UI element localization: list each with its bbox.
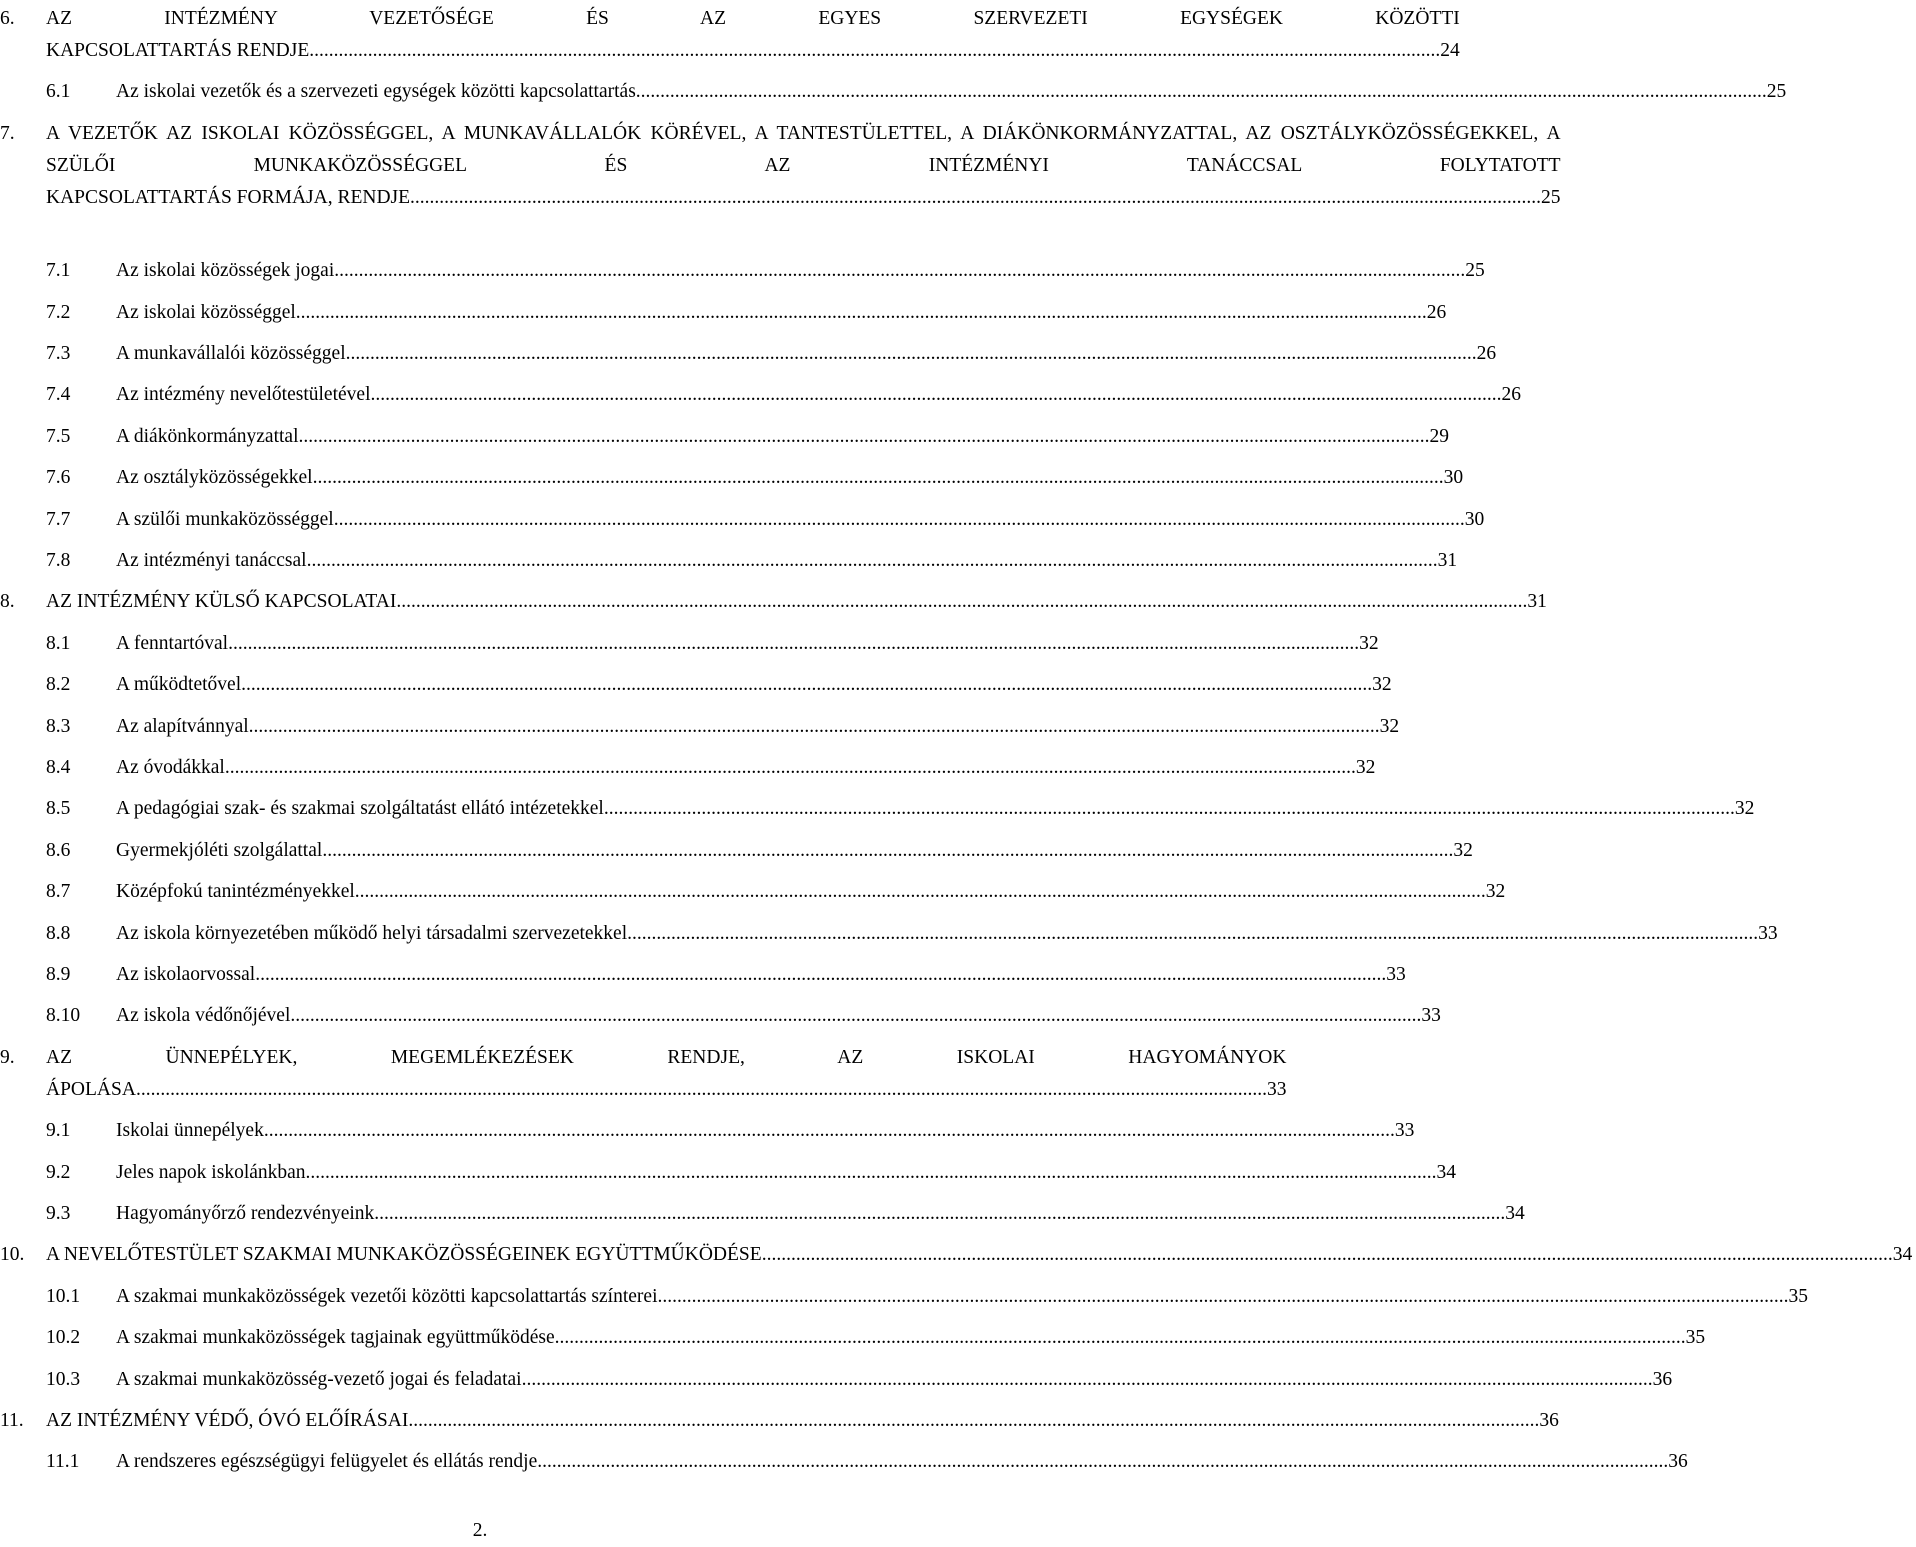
toc-line [116,835,1473,867]
toc-title: Az osztályközösségekkel [116,467,313,489]
toc-line [116,338,1496,370]
toc-page-number: 26 [1476,343,1497,364]
dot-leader [322,835,1453,867]
toc-title: Az iskolai közösségek jogai [116,260,335,282]
toc-page-number: 34 [1436,1161,1457,1183]
dot-leader [537,1446,1668,1478]
toc-entry-body [116,338,1500,370]
toc-page-number: 26 [1426,301,1447,323]
dot-leader [299,421,1430,453]
toc-section[interactable] [0,1446,1688,1478]
toc-title: Az iskolaorvossal [116,964,256,985]
toc-page-number: 36 [1652,1368,1673,1390]
toc-section[interactable] [0,793,1755,825]
toc-section[interactable] [0,1364,1673,1396]
toc-entry-body [116,835,1477,867]
toc-number: 7.1 [46,260,71,282]
toc-page-number: 33 [1394,1120,1415,1142]
toc-title: A rendszeres egészségügyi felügyelet és ellátás rendje [116,1451,538,1473]
toc-chapter[interactable] [0,1042,1287,1106]
toc-number: 8.7 [46,881,71,903]
toc-line [116,297,1446,329]
toc-line [116,876,1505,908]
toc-title: Az iskola környezetében működő helyi társadalmi szervezetekkel [116,922,628,944]
toc-number: 7.4 [46,384,71,406]
toc-entry-body [116,1446,1692,1478]
toc-title: Hagyományőrző rendezvényeink [116,1203,375,1224]
toc-page-number: 32 [1359,632,1379,654]
toc-entry-body [116,76,1790,108]
toc-page-number: 32 [1372,674,1392,696]
dot-leader [306,1157,1437,1189]
toc-page-number: 36 [1668,1451,1688,1473]
toc-entry-body [46,1042,1290,1106]
toc-section[interactable] [0,918,1778,950]
toc-line [116,545,1457,577]
dot-leader [225,752,1356,784]
toc-number: 7.6 [46,467,71,489]
toc-entry-body [116,545,1461,577]
toc-line [116,76,1786,108]
toc-title: Középfokú tanintézményekkel [116,881,355,903]
toc-line [116,462,1463,494]
toc-entry-body [116,628,1383,660]
toc-line [116,752,1375,784]
toc-section[interactable] [0,876,1506,908]
toc-entry-body [116,793,1758,825]
toc-section[interactable] [0,462,1464,494]
toc-title: AZ INTÉZMÉNY VÉDŐ, ÓVÓ ELŐÍRÁSAI [46,1410,409,1431]
toc-page-number: 32 [1485,881,1506,903]
toc-chapter[interactable] [0,118,1561,214]
toc-line [46,1239,1912,1271]
toc-page-number: 32 [1355,757,1376,778]
dot-leader [136,1074,1267,1106]
toc-title: A szakmai munkaközösségek tagjainak együttműködése [116,1327,555,1349]
toc-section[interactable] [0,1115,1415,1147]
toc-title: A működtetővel [116,674,242,696]
toc-line [116,711,1399,743]
toc-entry-body [116,669,1396,701]
toc-title: A munkavállalói közösséggel [116,343,346,364]
dot-leader [604,793,1735,825]
toc-section[interactable] [0,338,1497,370]
toc-title: A diákönkormányzattal [116,425,299,447]
toc-chapter[interactable] [0,1239,1913,1271]
toc-title: Az iskolai vezetők és a szervezeti egységek közötti kapcsolattartás [116,81,636,103]
toc-title-continued: AZ ÜNNEPÉLYEK, MEGEMLÉKEZÉSEK RENDJE, AZ ISKOLAI HAGYOMÁNYOK [46,1046,1287,1068]
toc-entry-body [46,1239,1916,1271]
toc-entry-body [116,876,1509,908]
toc-chapter[interactable] [0,3,1460,67]
toc-title-continued: AZ INTÉZMÉNY VEZETŐSÉGE ÉS AZ EGYES SZERVEZETI EGYSÉGEK KÖZÖTTI [46,8,1460,29]
toc-number: 6.1 [46,81,71,103]
toc-number: 10. [0,1244,25,1266]
toc-page-number: 34 [1505,1203,1525,1224]
dot-leader [241,669,1372,701]
dot-leader [346,338,1477,370]
page-number: 2. [472,1520,488,1541]
toc-page-number: 24 [1440,40,1460,61]
dot-leader [636,76,1767,108]
dot-leader [334,504,1465,536]
toc-section[interactable] [0,255,1485,287]
toc-number: 8.9 [46,964,71,985]
toc-section[interactable] [0,379,1521,411]
toc-section[interactable] [0,1322,1706,1354]
toc-entry-body [46,118,1565,214]
toc-section[interactable] [0,421,1449,453]
toc-title: Az iskola védőnőjével [116,1005,291,1027]
toc-number: 7.8 [46,550,71,571]
toc-page-number: 25 [1465,260,1485,282]
toc-line [116,959,1406,991]
dot-leader [658,1281,1789,1313]
toc-page-number: 31 [1527,591,1547,613]
toc-line [116,1281,1808,1313]
toc-title: ÁPOLÁSA [46,1078,136,1100]
toc-page-number: 26 [1501,384,1521,406]
toc-entry-body [116,255,1489,287]
toc-number: 8.4 [46,757,71,778]
toc-number: 7.5 [46,425,71,447]
toc-page-number: 30 [1464,508,1485,530]
toc-entry-body [116,462,1467,494]
toc-entry-body [116,711,1403,743]
toc-page-number: 34 [1892,1244,1913,1266]
toc-line [116,918,1778,950]
toc-entry-body [116,1115,1418,1147]
toc-page-number: 32 [1453,839,1473,861]
toc-section[interactable] [0,835,1473,867]
toc-page-number: 25 [1541,186,1561,208]
toc-section[interactable] [0,628,1379,660]
toc-number: 6. [0,8,15,29]
toc-section[interactable] [0,711,1400,743]
toc-number: 7.3 [46,343,71,364]
toc-page-number: 33 [1266,1078,1287,1100]
toc-section[interactable] [0,1000,1441,1032]
toc-number: 8.1 [46,632,71,654]
toc-line [116,255,1485,287]
toc-section[interactable] [0,545,1458,577]
toc-page-number: 33 [1758,922,1778,944]
toc-line [46,1405,1559,1437]
toc-number: 9. [0,1046,15,1068]
toc-number: 8. [0,591,15,613]
toc-entry-body [116,918,1782,950]
toc-line [116,504,1484,536]
toc-number: 11.1 [46,1451,80,1473]
toc-title: A NEVELŐTESTÜLET SZAKMAI MUNKAKÖZÖSSÉGEINEK EGYÜTTMŰKÖDÉSE [46,1244,762,1266]
toc-section[interactable] [0,76,1787,108]
toc-entry-body [116,1000,1445,1032]
toc-line [46,586,1547,618]
toc-line [116,1000,1441,1032]
toc-entry-body [46,586,1551,618]
toc-page-number: 33 [1386,964,1406,985]
toc-line [116,1446,1688,1478]
toc-number: 7.2 [46,301,71,323]
dot-leader [762,1239,1893,1271]
toc-page-number: 33 [1421,1005,1441,1027]
toc-entry-body [116,504,1488,536]
toc-title: Az óvodákkal [116,757,225,778]
toc-number: 8.5 [46,798,71,820]
toc-entry-body [116,1322,1709,1354]
toc-title: A szülői munkaközösséggel [116,508,334,530]
toc-line [116,1322,1705,1354]
dot-leader [228,628,1359,660]
toc-chapter[interactable] [0,586,1547,618]
toc-line [116,1364,1672,1396]
dot-leader [290,1000,1421,1032]
toc-number: 11. [0,1410,24,1431]
toc-page-number: 30 [1443,467,1464,489]
dot-leader [410,182,1541,214]
toc-line [46,182,1561,214]
toc-line [116,1115,1414,1147]
dot-leader [408,1405,1539,1437]
toc-title: Az intézmény nevelőtestületével [116,384,371,406]
toc-page-number: 29 [1429,425,1449,447]
toc-number: 8.2 [46,674,71,696]
toc-line [46,1074,1286,1106]
toc-title: Az alapítvánnyal [116,715,249,737]
toc-title: Jeles napok iskolánkban [116,1161,306,1183]
toc-title: Az iskolai közösséggel [116,301,296,323]
toc-title: Az intézményi tanáccsal [116,550,307,571]
toc-number: 7. [0,122,15,144]
toc-line [116,379,1521,411]
toc-title: KAPCSOLATTARTÁS RENDJE [46,40,310,61]
toc-number: 7.7 [46,508,71,530]
toc-page-number: 32 [1734,798,1755,820]
toc-number: 9.3 [46,1203,71,1224]
toc-entry-body [116,297,1450,329]
toc-title: AZ INTÉZMÉNY KÜLSŐ KAPCSOLATAI [46,591,397,613]
toc-number: 8.10 [46,1005,81,1027]
toc-number: 9.2 [46,1161,71,1183]
toc-entry-body [116,1198,1529,1230]
toc-line [116,1157,1456,1189]
toc-line [116,628,1379,660]
toc-section[interactable] [0,752,1376,784]
dot-leader [255,959,1386,991]
toc-section[interactable] [0,1157,1457,1189]
toc-line [116,1198,1525,1230]
dot-leader [307,545,1438,577]
toc-number: 9.1 [46,1120,71,1142]
toc-section[interactable] [0,1281,1808,1313]
dot-leader [374,1198,1505,1230]
toc-entry-body [46,3,1464,67]
toc-title: KAPCSOLATTARTÁS FORMÁJA, RENDJE [46,186,411,208]
toc-line [116,793,1754,825]
toc-entry-body [116,752,1379,784]
toc-page-number: 32 [1379,715,1400,737]
toc-entry-body [116,421,1453,453]
dot-leader [555,1322,1686,1354]
toc-title: Iskolai ünnepélyek [116,1120,264,1142]
toc-entry-body [116,1157,1460,1189]
toc-number: 10.2 [46,1327,81,1349]
dot-leader [522,1364,1653,1396]
dot-leader [627,918,1758,950]
toc-entry-body [46,1405,1563,1437]
toc-section[interactable] [0,504,1485,536]
toc-entry-body [116,379,1525,411]
toc-section[interactable] [0,1198,1525,1230]
toc-section[interactable] [0,669,1392,701]
toc-number: 8.6 [46,839,71,861]
toc-page-number: 35 [1788,1285,1808,1307]
toc-number: 10.3 [46,1368,81,1390]
toc-title: A szakmai munkaközösségek vezetői közötti kapcsolattartás színterei [116,1285,658,1307]
toc-title: A pedagógiai szak- és szakmai szolgáltatást ellátó intézetekkel [116,798,604,820]
toc-line [116,669,1392,701]
toc-title-continued: A VEZETŐK AZ ISKOLAI KÖZÖSSÉGGEL, A MUNKAVÁLLALÓK KÖRÉVEL, A TANTESTÜLETTEL, A DIÁKÖNKORMÁNYZATTAL, AZ OSZTÁLYKÖZÖSSÉGEKKEL, A SZÜLŐI MUNKAKÖZÖSSÉGGEL ÉS AZ INTÉZMÉNYI TANÁCCSAL FOLYTATOTT [46,122,1561,176]
toc-page-number: 25 [1766,81,1787,103]
dot-leader [264,1115,1395,1147]
toc-line [116,421,1449,453]
toc-number: 8.3 [46,715,71,737]
toc-section[interactable] [0,297,1447,329]
toc-page-number: 31 [1437,550,1458,571]
toc-section[interactable] [0,959,1406,991]
toc-page-number: 36 [1539,1410,1559,1431]
toc-entry-body [116,1364,1676,1396]
dot-leader [370,379,1501,411]
dot-leader [296,297,1427,329]
toc-title: A fenntartóval [116,632,229,654]
dot-leader [396,586,1527,618]
dot-leader [334,255,1465,287]
toc-chapter[interactable] [0,1405,1559,1437]
dot-leader [309,35,1440,67]
toc-number: 10.1 [46,1285,81,1307]
toc-entry-body [116,959,1410,991]
dot-leader [249,711,1380,743]
dot-leader [355,876,1486,908]
toc-title: A szakmai munkaközösség-vezető jogai és feladatai [116,1368,522,1390]
toc-page-number: 35 [1685,1327,1706,1349]
toc-number: 8.8 [46,922,71,944]
toc-line [46,35,1460,67]
toc-entry-body [116,1281,1812,1313]
dot-leader [313,462,1444,494]
toc-title: Gyermekjóléti szolgálattal [116,839,323,861]
